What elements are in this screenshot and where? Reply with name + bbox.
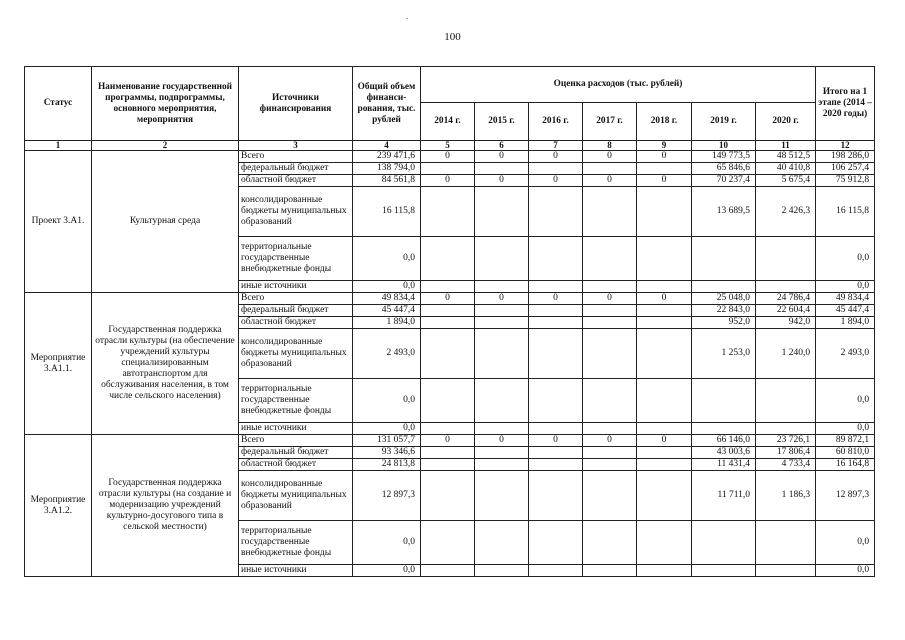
value-cell-y2015 bbox=[475, 521, 529, 565]
value-cell-y2017 bbox=[583, 521, 637, 565]
value-cell-y2019: 11 711,0 bbox=[692, 471, 756, 521]
value-cell-y2019 bbox=[692, 281, 756, 293]
value-cell-y2017 bbox=[583, 471, 637, 521]
value-cell-y2016 bbox=[529, 459, 583, 471]
value-cell-y2018 bbox=[637, 379, 692, 423]
row-name: Государственная поддержка отрасли культуры (на обеспечение учреждений культуры специализированным автотранспортом для обслуживания населения, в том числе сельского населения) bbox=[92, 293, 239, 435]
row-status: Мероприятие 3.А1.1. bbox=[25, 293, 92, 435]
value-cell-y2016: 0 bbox=[529, 175, 583, 187]
value-cell-y2017 bbox=[583, 459, 637, 471]
value-cell-y2014: 0 bbox=[421, 175, 475, 187]
value-cell-y2020: 5 675,4 bbox=[756, 175, 816, 187]
value-cell-y2018: 0 bbox=[637, 435, 692, 447]
value-cell-y2018 bbox=[637, 423, 692, 435]
value-cell-itogo: 0,0 bbox=[816, 379, 875, 423]
value-cell-y2019: 43 003,6 bbox=[692, 447, 756, 459]
value-cell-y2019: 952,0 bbox=[692, 317, 756, 329]
value-cell-y2016 bbox=[529, 281, 583, 293]
value-cell-y2017: 0 bbox=[583, 151, 637, 163]
value-cell-y2016 bbox=[529, 423, 583, 435]
column-number: 8 bbox=[583, 141, 637, 151]
source-cell: Всего bbox=[239, 293, 353, 305]
value-cell-y2015 bbox=[475, 281, 529, 293]
value-cell-y2016 bbox=[529, 187, 583, 237]
value-cell-total: 45 447,4 bbox=[353, 305, 421, 317]
source-cell: областной бюджет bbox=[239, 175, 353, 187]
header-year-2014: 2014 г. bbox=[421, 103, 475, 141]
value-cell-y2019 bbox=[692, 565, 756, 577]
value-cell-total: 0,0 bbox=[353, 565, 421, 577]
source-cell: Всего bbox=[239, 151, 353, 163]
value-cell-y2014: 0 bbox=[421, 151, 475, 163]
value-cell-y2015 bbox=[475, 423, 529, 435]
value-cell-y2014 bbox=[421, 565, 475, 577]
value-cell-y2014 bbox=[421, 423, 475, 435]
value-cell-y2015 bbox=[475, 447, 529, 459]
header-year-2019: 2019 г. bbox=[692, 103, 756, 141]
value-cell-y2017: 0 bbox=[583, 175, 637, 187]
header-year-2017: 2017 г. bbox=[583, 103, 637, 141]
value-cell-y2016 bbox=[529, 565, 583, 577]
value-cell-y2017 bbox=[583, 317, 637, 329]
row-status: Проект 3.А1. bbox=[25, 151, 92, 293]
value-cell-y2015 bbox=[475, 317, 529, 329]
column-number-row bbox=[25, 141, 875, 151]
value-cell-itogo: 198 286,0 bbox=[816, 151, 875, 163]
value-cell-y2014 bbox=[421, 447, 475, 459]
value-cell-y2014 bbox=[421, 471, 475, 521]
value-cell-y2016: 0 bbox=[529, 151, 583, 163]
value-cell-y2017 bbox=[583, 379, 637, 423]
value-cell-y2018 bbox=[637, 459, 692, 471]
value-cell-y2014: 0 bbox=[421, 435, 475, 447]
value-cell-y2017 bbox=[583, 305, 637, 317]
value-cell-total: 24 813,8 bbox=[353, 459, 421, 471]
value-cell-y2018: 0 bbox=[637, 151, 692, 163]
row-status: Мероприятие 3.А1.2. bbox=[25, 435, 92, 577]
value-cell-y2014 bbox=[421, 305, 475, 317]
value-cell-y2014 bbox=[421, 281, 475, 293]
value-cell-y2020 bbox=[756, 379, 816, 423]
value-cell-y2020: 2 426,3 bbox=[756, 187, 816, 237]
value-cell-y2018: 0 bbox=[637, 175, 692, 187]
value-cell-y2016 bbox=[529, 521, 583, 565]
value-cell-y2015: 0 bbox=[475, 175, 529, 187]
value-cell-total: 12 897,3 bbox=[353, 471, 421, 521]
table-row bbox=[25, 293, 875, 305]
value-cell-y2014: 0 bbox=[421, 293, 475, 305]
header-stage-total: Итого на 1 этапе (2014 – 2020 годы) bbox=[816, 67, 875, 141]
value-cell-y2019 bbox=[692, 237, 756, 281]
value-cell-y2016: 0 bbox=[529, 435, 583, 447]
source-cell: консолидированные бюджеты муниципальных образований bbox=[239, 187, 353, 237]
value-cell-y2019: 1 253,0 bbox=[692, 329, 756, 379]
source-cell: территориальные государственные внебюджетные фонды bbox=[239, 237, 353, 281]
value-cell-y2019: 65 846,6 bbox=[692, 163, 756, 175]
value-cell-y2019: 66 146,0 bbox=[692, 435, 756, 447]
value-cell-y2015 bbox=[475, 459, 529, 471]
source-cell: иные источники bbox=[239, 423, 353, 435]
header-year-2015: 2015 г. bbox=[475, 103, 529, 141]
value-cell-y2017: 0 bbox=[583, 435, 637, 447]
value-cell-itogo: 0,0 bbox=[816, 281, 875, 293]
value-cell-y2016 bbox=[529, 471, 583, 521]
value-cell-y2015: 0 bbox=[475, 293, 529, 305]
value-cell-y2015: 0 bbox=[475, 151, 529, 163]
column-number: 12 bbox=[816, 141, 875, 151]
source-cell: консолидированные бюджеты муниципальных образований bbox=[239, 329, 353, 379]
value-cell-total: 131 057,7 bbox=[353, 435, 421, 447]
value-cell-y2017: 0 bbox=[583, 293, 637, 305]
source-cell: Всего bbox=[239, 435, 353, 447]
value-cell-y2020 bbox=[756, 237, 816, 281]
value-cell-itogo: 45 447,4 bbox=[816, 305, 875, 317]
value-cell-y2015 bbox=[475, 305, 529, 317]
row-name: Культурная среда bbox=[92, 151, 239, 293]
column-number: 7 bbox=[529, 141, 583, 151]
value-cell-y2018 bbox=[637, 329, 692, 379]
header-name: Наименование государственной программы, подпрограммы, основного мероприятия, мероприятия bbox=[92, 67, 239, 141]
value-cell-y2014 bbox=[421, 317, 475, 329]
value-cell-y2017 bbox=[583, 281, 637, 293]
column-number: 10 bbox=[692, 141, 756, 151]
value-cell-y2020: 24 786,4 bbox=[756, 293, 816, 305]
value-cell-y2015 bbox=[475, 329, 529, 379]
source-cell: областной бюджет bbox=[239, 459, 353, 471]
source-cell: иные источники bbox=[239, 565, 353, 577]
value-cell-y2018: 0 bbox=[637, 293, 692, 305]
value-cell-itogo: 60 810,0 bbox=[816, 447, 875, 459]
value-cell-itogo: 75 912,8 bbox=[816, 175, 875, 187]
value-cell-y2014 bbox=[421, 187, 475, 237]
column-number: 9 bbox=[637, 141, 692, 151]
row-name: Государственная поддержка отрасли культуры (на создание и модернизацию учреждений культурно-досугового типа в сельской местности) bbox=[92, 435, 239, 577]
value-cell-y2015 bbox=[475, 379, 529, 423]
column-number: 5 bbox=[421, 141, 475, 151]
source-cell: федеральный бюджет bbox=[239, 447, 353, 459]
value-cell-itogo: 12 897,3 bbox=[816, 471, 875, 521]
value-cell-y2019 bbox=[692, 379, 756, 423]
value-cell-y2019: 22 843,0 bbox=[692, 305, 756, 317]
value-cell-y2019: 13 689,5 bbox=[692, 187, 756, 237]
value-cell-y2014 bbox=[421, 237, 475, 281]
source-cell: областной бюджет bbox=[239, 317, 353, 329]
value-cell-y2020: 942,0 bbox=[756, 317, 816, 329]
value-cell-y2016 bbox=[529, 329, 583, 379]
source-cell: консолидированные бюджеты муниципальных образований bbox=[239, 471, 353, 521]
source-cell: федеральный бюджет bbox=[239, 163, 353, 175]
value-cell-total: 0,0 bbox=[353, 379, 421, 423]
value-cell-y2014 bbox=[421, 329, 475, 379]
header-total: Общий объем финанси-рования, тыс. рублей bbox=[353, 67, 421, 141]
value-cell-itogo: 0,0 bbox=[816, 423, 875, 435]
column-number: 6 bbox=[475, 141, 529, 151]
value-cell-itogo: 16 115,8 bbox=[816, 187, 875, 237]
value-cell-y2018 bbox=[637, 565, 692, 577]
column-number: 4 bbox=[353, 141, 421, 151]
value-cell-y2020: 1 240,0 bbox=[756, 329, 816, 379]
value-cell-y2015 bbox=[475, 187, 529, 237]
value-cell-total: 1 894,0 bbox=[353, 317, 421, 329]
value-cell-total: 239 471,6 bbox=[353, 151, 421, 163]
value-cell-itogo: 0,0 bbox=[816, 521, 875, 565]
page-number: 100 bbox=[444, 31, 461, 43]
value-cell-y2020: 40 410,8 bbox=[756, 163, 816, 175]
value-cell-itogo: 1 894,0 bbox=[816, 317, 875, 329]
header-estimate: Оценка расходов (тыс. рублей) bbox=[421, 67, 816, 103]
value-cell-y2018 bbox=[637, 521, 692, 565]
value-cell-y2020 bbox=[756, 281, 816, 293]
value-cell-y2018 bbox=[637, 317, 692, 329]
value-cell-y2018 bbox=[637, 447, 692, 459]
column-number: 11 bbox=[756, 141, 816, 151]
value-cell-y2017 bbox=[583, 423, 637, 435]
value-cell-y2020 bbox=[756, 565, 816, 577]
value-cell-itogo: 16 164,8 bbox=[816, 459, 875, 471]
value-cell-y2016 bbox=[529, 317, 583, 329]
value-cell-y2017 bbox=[583, 237, 637, 281]
value-cell-y2018 bbox=[637, 281, 692, 293]
value-cell-y2017 bbox=[583, 447, 637, 459]
value-cell-y2016 bbox=[529, 163, 583, 175]
value-cell-y2019: 25 048,0 bbox=[692, 293, 756, 305]
value-cell-y2017 bbox=[583, 565, 637, 577]
value-cell-itogo: 0,0 bbox=[816, 237, 875, 281]
value-cell-y2014 bbox=[421, 163, 475, 175]
value-cell-y2020: 17 806,4 bbox=[756, 447, 816, 459]
header-year-2016: 2016 г. bbox=[529, 103, 583, 141]
value-cell-total: 84 561,8 bbox=[353, 175, 421, 187]
source-cell: территориальные государственные внебюджетные фонды bbox=[239, 521, 353, 565]
table-row bbox=[25, 151, 875, 163]
value-cell-itogo: 89 872,1 bbox=[816, 435, 875, 447]
value-cell-y2020 bbox=[756, 521, 816, 565]
value-cell-y2018 bbox=[637, 237, 692, 281]
value-cell-y2018 bbox=[637, 187, 692, 237]
value-cell-y2017 bbox=[583, 329, 637, 379]
value-cell-y2020: 22 604,4 bbox=[756, 305, 816, 317]
column-number: 3 bbox=[239, 141, 353, 151]
value-cell-total: 2 493,0 bbox=[353, 329, 421, 379]
table-body bbox=[25, 151, 875, 577]
header-status: Статус bbox=[25, 67, 92, 141]
value-cell-total: 138 794,0 bbox=[353, 163, 421, 175]
header-year-2020: 2020 г. bbox=[756, 103, 816, 141]
source-cell: федеральный бюджет bbox=[239, 305, 353, 317]
value-cell-y2015 bbox=[475, 471, 529, 521]
scan-mark: - bbox=[406, 16, 408, 22]
value-cell-total: 16 115,8 bbox=[353, 187, 421, 237]
value-cell-total: 0,0 bbox=[353, 521, 421, 565]
value-cell-total: 0,0 bbox=[353, 237, 421, 281]
value-cell-y2016: 0 bbox=[529, 293, 583, 305]
value-cell-total: 0,0 bbox=[353, 281, 421, 293]
value-cell-y2015 bbox=[475, 565, 529, 577]
value-cell-y2017 bbox=[583, 187, 637, 237]
header-sources: Источники финансирования bbox=[239, 67, 353, 141]
value-cell-y2015: 0 bbox=[475, 435, 529, 447]
value-cell-y2019: 70 237,4 bbox=[692, 175, 756, 187]
value-cell-itogo: 0,0 bbox=[816, 565, 875, 577]
value-cell-y2016 bbox=[529, 237, 583, 281]
source-cell: территориальные государственные внебюджетные фонды bbox=[239, 379, 353, 423]
value-cell-y2014 bbox=[421, 521, 475, 565]
value-cell-y2020: 4 733,4 bbox=[756, 459, 816, 471]
value-cell-y2014 bbox=[421, 379, 475, 423]
value-cell-total: 0,0 bbox=[353, 423, 421, 435]
value-cell-total: 93 346,6 bbox=[353, 447, 421, 459]
value-cell-y2016 bbox=[529, 447, 583, 459]
value-cell-y2020 bbox=[756, 423, 816, 435]
value-cell-y2017 bbox=[583, 163, 637, 175]
value-cell-y2015 bbox=[475, 163, 529, 175]
value-cell-y2019: 149 773,5 bbox=[692, 151, 756, 163]
value-cell-y2016 bbox=[529, 379, 583, 423]
value-cell-y2019 bbox=[692, 423, 756, 435]
table-row bbox=[25, 435, 875, 447]
column-number: 2 bbox=[92, 141, 239, 151]
value-cell-y2018 bbox=[637, 471, 692, 521]
value-cell-itogo: 106 257,4 bbox=[816, 163, 875, 175]
value-cell-itogo: 2 493,0 bbox=[816, 329, 875, 379]
source-cell: иные источники bbox=[239, 281, 353, 293]
value-cell-y2019: 11 431,4 bbox=[692, 459, 756, 471]
value-cell-y2018 bbox=[637, 163, 692, 175]
value-cell-y2020: 48 512,5 bbox=[756, 151, 816, 163]
value-cell-y2020: 23 726,1 bbox=[756, 435, 816, 447]
financing-table bbox=[24, 66, 875, 577]
header-year-2018: 2018 г. bbox=[637, 103, 692, 141]
value-cell-y2020: 1 186,3 bbox=[756, 471, 816, 521]
value-cell-y2018 bbox=[637, 305, 692, 317]
value-cell-y2016 bbox=[529, 305, 583, 317]
value-cell-y2015 bbox=[475, 237, 529, 281]
value-cell-y2019 bbox=[692, 521, 756, 565]
value-cell-total: 49 834,4 bbox=[353, 293, 421, 305]
value-cell-itogo: 49 834,4 bbox=[816, 293, 875, 305]
value-cell-y2014 bbox=[421, 459, 475, 471]
column-number: 1 bbox=[25, 141, 92, 151]
